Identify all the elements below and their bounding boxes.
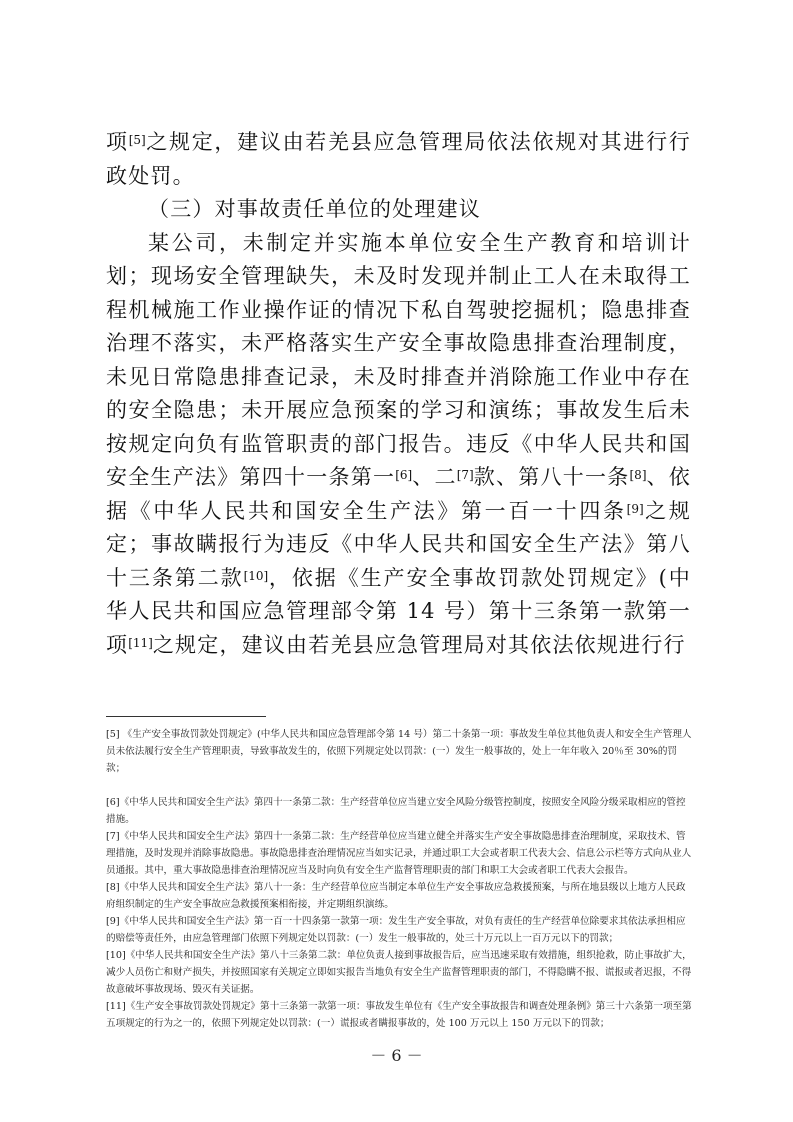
footnote-ref-11[interactable]: [11] <box>128 635 153 650</box>
paragraph-continuation: 项[5]之规定，建议由若羌县应急管理局依法依规对其进行行政处罚。 <box>106 130 691 188</box>
footnote-10: [10]《中华人民共和国安全生产法》第八十三条第二款：单位负责人接到事故报告后，应当迅速采取有效措施，组织抢救，防止事故扩大，减少人员伤亡和财产损失，并按照国家有关规定立即如实报告当地负有安全生产监督管理职责的部门，不得隐瞒不报、谎报或者迟报，不得故意破坏事故现场、毁灭有关证据。 <box>106 950 692 995</box>
footnote-6: [6]《中华人民共和国安全生产法》第四十一条第二款：生产经营单位应当建立安全风险分级管控制度，按照安全风险分级采取相应的管控措施。 <box>106 797 686 825</box>
footnote-ref-10[interactable]: [10] <box>243 568 269 583</box>
footnote-ref-8[interactable]: [8] <box>629 468 647 482</box>
body-text <box>106 126 691 662</box>
footnote-7: [7]《中华人民共和国安全生产法》第四十一条第二款：生产经营单位应当建立健全并落实生产安全事故隐患排查治理制度，采取技术、管理措施，及时发现并消除事故隐患。事故隐患排查治理情况应当如实记录，并通过职工大会或者职工代表大会、信息公示栏等方式向从业人员通报。其中，重大事故隐患排查治理情况应当及时向负有安全生产监督管理职责的部门和职工大会或者职工代表大会报告。 <box>106 831 692 876</box>
paragraph-main: 某公司，未制定并实施本单位安全生产教育和培训计划；现场安全管理缺失，未及时发现并制止工人在未取得工程机械施工作业操作证的情况下私自驾驶挖掘机；隐患排查治理不落实，未严格落实生产安全事故隐患排查治理制度，未见日常隐患排查记录，未及时排查并消除施工作业中存在的安全隐患；未开展应急预案的学习和演练；事故发生后未按规定向负有监管职责的部门报告。违反《中华人民共和国安全生产法》第四十一条第一[6]、二[7]款、第八十一条[8]、依据《中华人民共和国安全生产法》第一百一十四条[9]之规定；事故瞒报行为违反《中华人民共和国安全生产法》第八十三条第二款[10]，依据《生产安全事故罚款处罚规定》(中华人民共和国应急管理部令第 14 号）第十三条第一款第一项[11]之规定，建议由若羌县应急管理局对其依法依规进行行 <box>106 230 691 657</box>
footnote-ref-7[interactable]: [7] <box>456 468 474 482</box>
footnote-ref-6[interactable]: [6] <box>395 468 413 482</box>
footnotes <box>106 726 693 1032</box>
footnote-9: [9]《中华人民共和国安全生产法》第一百一十四条第一款第一项：发生生产安全事故，对负有责任的生产经营单位除要求其依法承担相应的赔偿等责任外，由应急管理部门依照下列规定处以罚款：(一）发生一般事故的，处三十万元以上一百万元以下的罚款； <box>106 916 686 944</box>
footnote-ref-9[interactable]: [9] <box>626 501 644 516</box>
footnote-8: [8]《中华人民共和国安全生产法》第八十一条：生产经营单位应当制定本单位生产安全事故应急救援预案，与所在地县级以上地方人民政府组织制定的生产安全事故应急救援预案相衔接，并定期组织演练。 <box>106 882 686 910</box>
page-number: － 6 － <box>370 1046 423 1065</box>
section-heading: （三）对事故责任单位的处理建议 <box>148 197 481 221</box>
footnote-5: [5] 《生产安全事故罚款处罚规定》(中华人民共和国应急管理部令第 14 号）第二十条第一项：事故发生单位其他负责人和安全生产管理人员未依法履行安全生产管理职责，导致事故发生的，依照下列规定处以罚款：(一）发生一般事故的，处上一年年收入 20％至 30%的罚款； <box>106 729 692 774</box>
footnote-divider <box>106 716 266 717</box>
footnote-ref-5[interactable]: [5] <box>128 133 146 147</box>
footnote-11: [11]《生产安全事故罚款处罚规定》第十三条第一款第一项：事故发生单位有《生产安全事故报告和调查处理条例》第三十六条第一项至第五项规定的行为之一的，依照下列规定处以罚款：(一）谎报或者瞒报事故的，处 100 万元以上 150 万元以下的罚款； <box>106 1001 692 1029</box>
